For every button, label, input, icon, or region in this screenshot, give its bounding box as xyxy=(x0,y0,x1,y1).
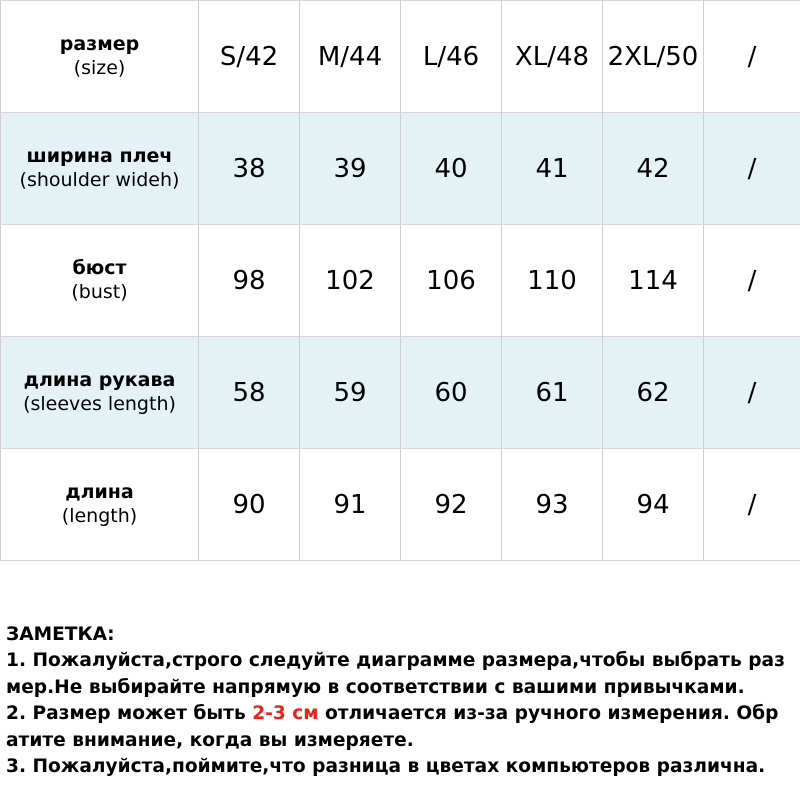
note-1-line-1: 1. Пожалуйста,строго следуйте диаграмме размера,чтобы выбрать раз xyxy=(6,650,785,672)
table-cell: 93 xyxy=(502,449,603,561)
notes-section xyxy=(6,622,798,780)
notes-title: ЗАМЕТКА: xyxy=(6,624,115,645)
row-label-cell xyxy=(1,337,199,449)
table-cell: / xyxy=(704,449,800,561)
row-label-ru: бюст xyxy=(72,257,127,279)
table-cell: 94 xyxy=(603,449,704,561)
note-3: 3. Пожалуйста,поймите,что разница в цветах компьютеров различна. xyxy=(6,756,766,778)
table-cell: / xyxy=(704,337,800,449)
row-label-en: (length) xyxy=(61,505,138,527)
size-header-cell: L/46 xyxy=(401,1,502,113)
table-cell: 102 xyxy=(300,225,401,337)
row-label-cell xyxy=(1,449,199,561)
row-label-en: (size) xyxy=(73,57,126,79)
row-label-ru: ширина плеч xyxy=(26,145,173,167)
size-header-cell: / xyxy=(704,1,800,113)
table-cell: 39 xyxy=(300,113,401,225)
size-header-cell: XL/48 xyxy=(502,1,603,113)
table-cell: 58 xyxy=(199,337,300,449)
note-1-line-2: мер.Не выбирайте напрямую в соответствии с вашими привычками. xyxy=(6,676,745,698)
table-cell: 42 xyxy=(603,113,704,225)
table-row xyxy=(1,337,800,449)
table-cell: / xyxy=(704,113,800,225)
note-2-line-2: атите внимание, когда вы измеряете. xyxy=(6,729,414,751)
size-header-cell: 2XL/50 xyxy=(603,1,704,113)
table-cell: 61 xyxy=(502,337,603,449)
table-cell: 106 xyxy=(401,225,502,337)
size-header-cell: M/44 xyxy=(300,1,401,113)
table-cell: / xyxy=(704,225,800,337)
table-cell: 90 xyxy=(199,449,300,561)
row-label-en: (sleeves length) xyxy=(23,393,176,415)
table-cell: 62 xyxy=(603,337,704,449)
table-cell: 59 xyxy=(300,337,401,449)
table-cell: 60 xyxy=(401,337,502,449)
table-cell: 92 xyxy=(401,449,502,561)
note-2-suffix: отличается из-за ручного измерения. Обр xyxy=(318,703,779,725)
row-label-cell xyxy=(1,225,199,337)
row-label-cell xyxy=(1,1,199,113)
note-2-highlight: 2-3 см xyxy=(252,703,319,725)
table-cell: 40 xyxy=(401,113,502,225)
table-cell: 114 xyxy=(603,225,704,337)
header-row xyxy=(1,1,800,113)
table-cell: 91 xyxy=(300,449,401,561)
table-cell: 41 xyxy=(502,113,603,225)
row-label-cell xyxy=(1,113,199,225)
table-cell: 110 xyxy=(502,225,603,337)
table-row xyxy=(1,113,800,225)
table-row xyxy=(1,225,800,337)
table-row xyxy=(1,449,800,561)
row-label-en: (shoulder wideh) xyxy=(19,169,180,191)
row-label-en: (bust) xyxy=(71,281,128,303)
row-label-ru: длина рукава xyxy=(23,369,176,391)
row-label-ru: длина xyxy=(65,481,134,503)
size-header-cell: S/42 xyxy=(199,1,300,113)
table-cell: 38 xyxy=(199,113,300,225)
row-label-ru: размер xyxy=(59,33,140,55)
note-2-prefix: 2. Размер может быть xyxy=(6,703,253,725)
note-2-line-1 xyxy=(6,701,798,727)
table-cell: 98 xyxy=(199,225,300,337)
